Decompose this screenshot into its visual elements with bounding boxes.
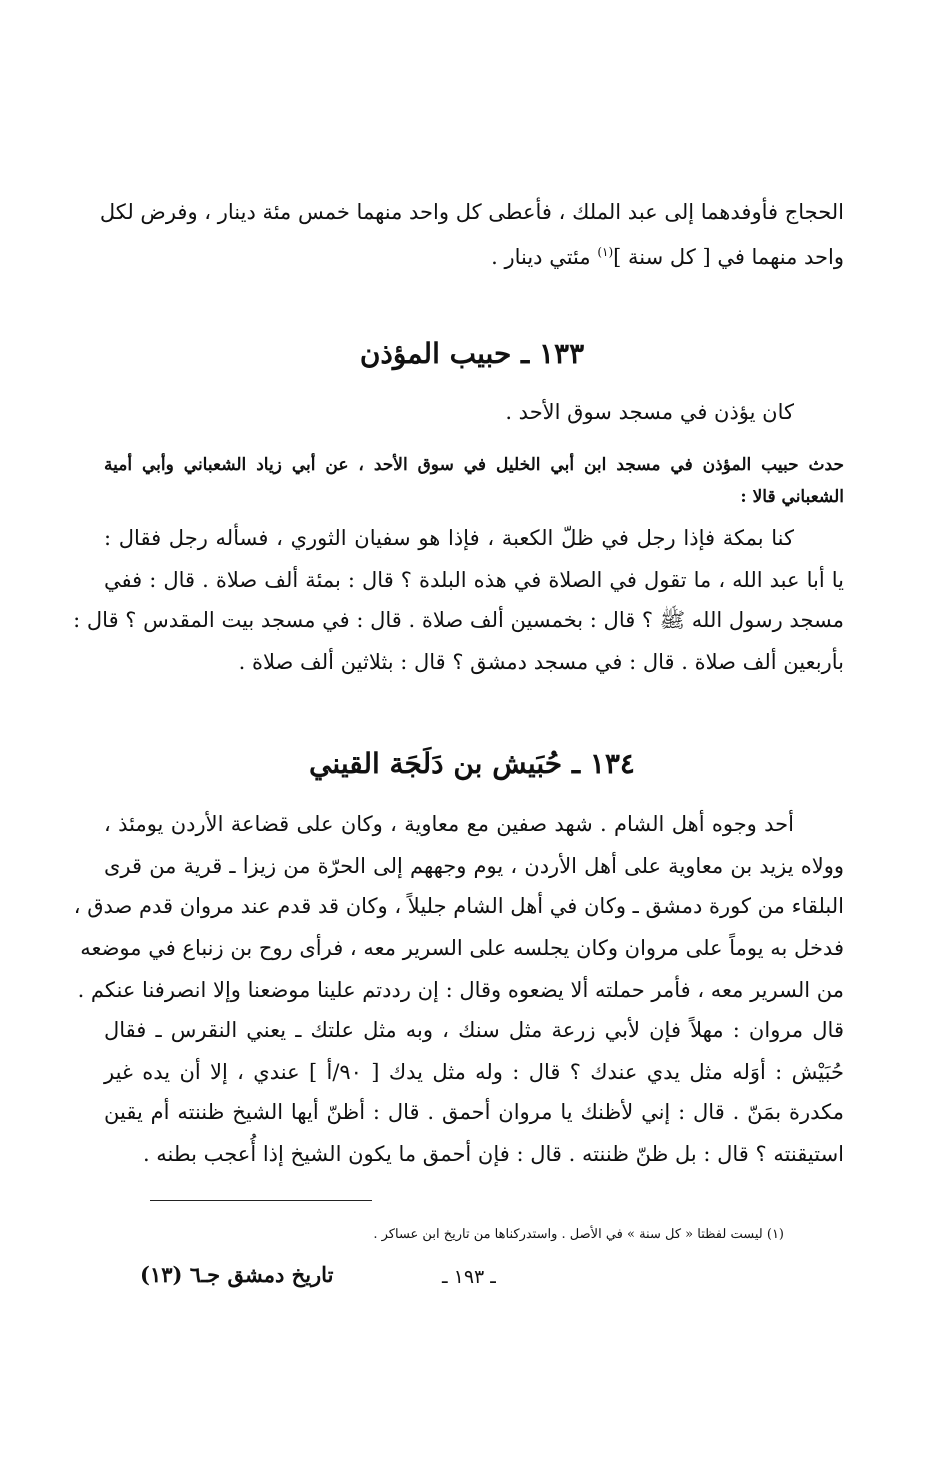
text-segment: مئتي دينار . xyxy=(491,245,598,269)
page-number: ـ ١٩٣ ـ xyxy=(442,1266,496,1288)
narration-line: الشعباني قالا : xyxy=(740,487,844,507)
text-segment: واحد منهما في [ كل سنة ] xyxy=(613,245,844,269)
text-line xyxy=(104,232,844,277)
text-line: كنا بمكة فإذا رجل في ظلّ الكعبة ، فإذا هو سفيان الثوري ، فسأله رجل فقال : xyxy=(104,526,794,550)
text-line: البلقاء من كورة دمشق ـ وكان في أهل الشام جليلاً ، وكان قد قدم عند مروان قدم صدق ، xyxy=(73,894,844,918)
text-line: وولاه يزيد بن معاوية على أهل الأردن ، يوم وجههم إلى الحرّة من زيزا ـ قرية من قرى xyxy=(104,854,844,878)
text-line: مسجد رسول الله ﷺ ؟ قال : بخمسين ألف صلاة . قال : في مسجد بيت المقدس ؟ قال : xyxy=(73,608,844,632)
narration-line: حدث حبيب المؤذن في مسجد ابن أبي الخليل في سوق الأحد ، عن أبي زياد الشعباني وأبي أمية xyxy=(104,455,844,475)
entry-heading-134: ١٣٤ ـ حُبَيش بن دَلَجَة القيني xyxy=(309,747,635,780)
book-title: تاريخ دمشق جـ٦ (١٣) xyxy=(140,1262,334,1287)
text-line: قال مروان : مهلاً فإن لأبي زرعة مثل سنك ، وبه مثل علتك ـ يعني النقرس ـ فقال xyxy=(104,1018,844,1042)
text-line: من السرير معه ، فأمر حملته ألا يضعوه وقال : إن رددتم علينا موضعنا وإلا انصرفنا عنكم . xyxy=(77,978,844,1002)
footnote: (١) ليست لفظتا « كل سنة » في الأصل . واستدركناها من تاريخ ابن عساكر . xyxy=(373,1227,784,1242)
footnote-marker: (١) xyxy=(597,245,614,259)
text-line: الحجاج فأوفدهما إلى عبد الملك ، فأعطى كل واحد منهما خمس مئة دينار ، وفرض لكل xyxy=(99,200,844,224)
text-line: يا أبا عبد الله ، ما تقول في الصلاة في هذه البلدة ؟ قال : بمئة ألف صلاة . قال : ففي xyxy=(104,568,844,592)
text-line: بأربعين ألف صلاة . قال : في مسجد دمشق ؟ قال : بثلاثين ألف صلاة . xyxy=(238,650,844,674)
footnote-divider xyxy=(150,1200,372,1201)
text-line: حُبَيْش : أوَله مثل يدي عندك ؟ قال : وله مثل يدك [ ٩٠/أ ] عندي ، إلا أن يده غير xyxy=(104,1060,844,1084)
text-line: أحد وجوه أهل الشام . شهد صفين مع معاوية ، وكان على قضاعة الأردن يومئذ ، xyxy=(104,812,794,836)
text-line: فدخل به يوماً على مروان وكان يجلسه على السرير معه ، فرأى روح بن زنباع في موضعه xyxy=(80,936,844,960)
entry-heading-133: ١٣٣ ـ حبيب المؤذن xyxy=(359,337,585,370)
text-line: مكدرة بمَنّ . قال : إني لأظنك يا مروان أحمق . قال : أظنّ أيها الشيخ ظننته أم يقين xyxy=(104,1100,844,1124)
text-line: استيقنته ؟ قال : بل ظنّ ظننته . قال : فإن أحمق ما يكون الشيخ إذا أُعجب بطنه . xyxy=(142,1142,844,1166)
entry-intro: كان يؤذن في مسجد سوق الأحد . xyxy=(505,400,794,424)
